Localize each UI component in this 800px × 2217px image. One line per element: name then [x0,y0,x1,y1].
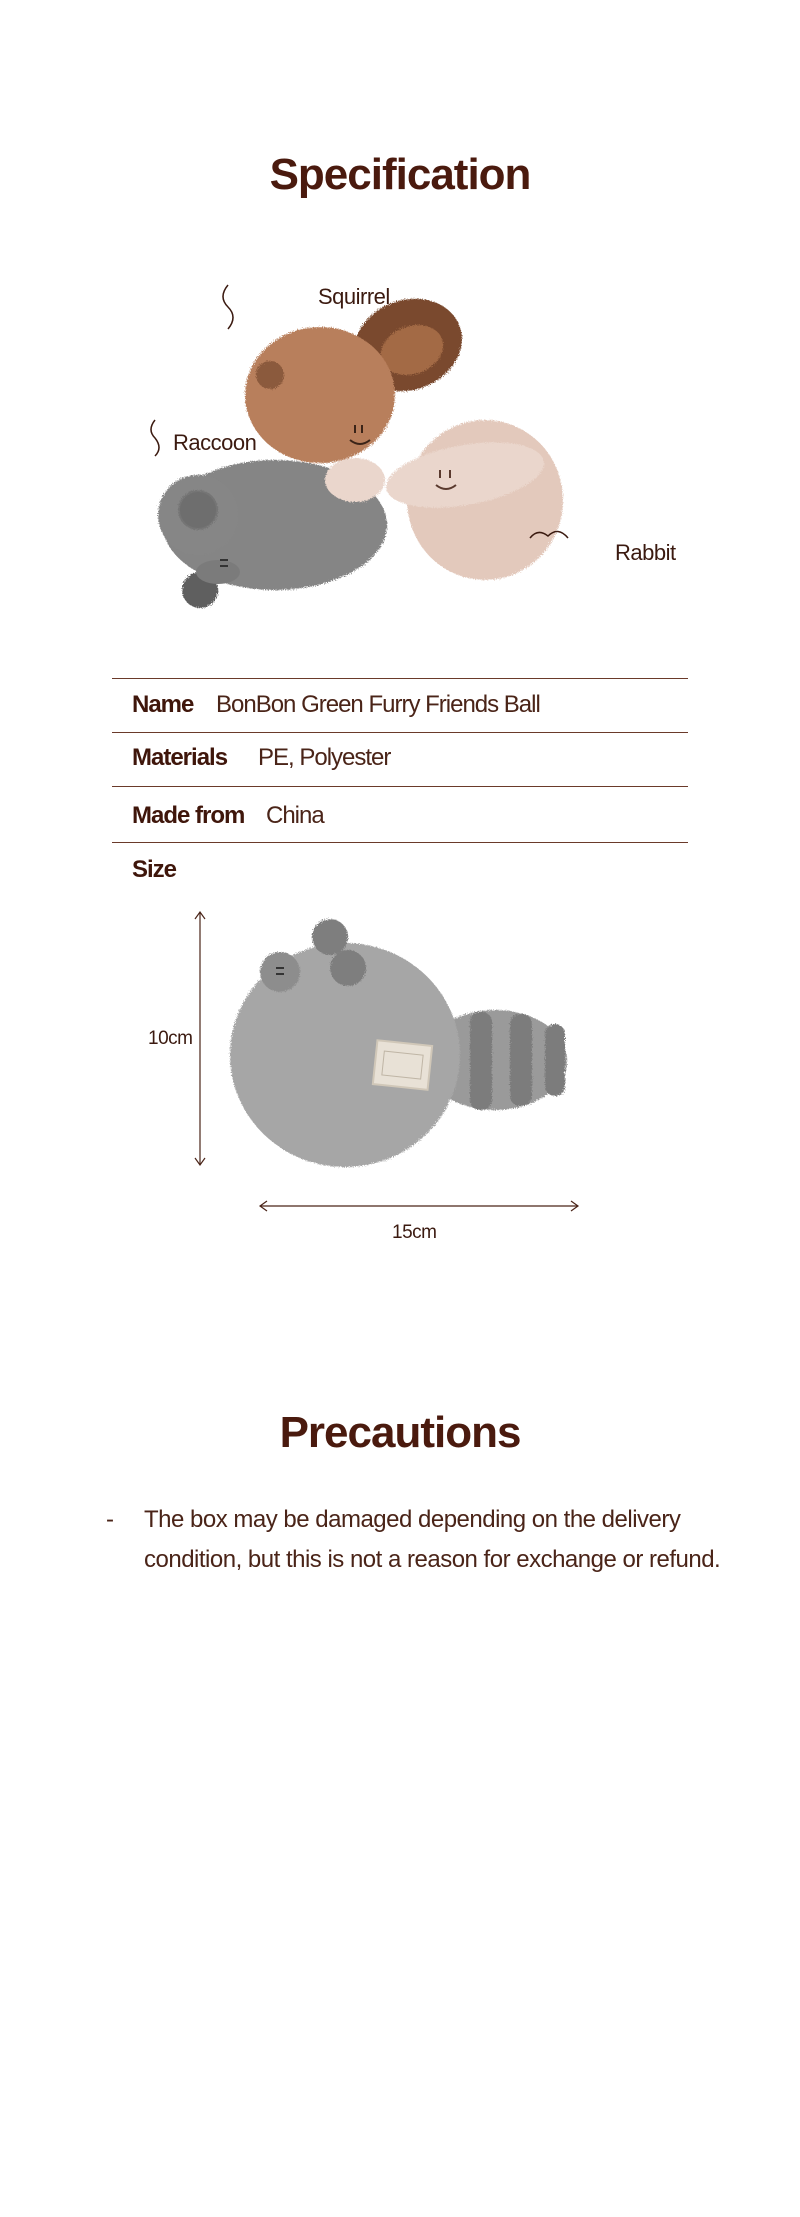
table-divider [112,678,688,679]
table-divider [112,786,688,787]
raccoon-annotation: Raccoon [173,430,257,455]
name-value: BonBon Green Furry Friends Ball [216,691,540,718]
specification-title: Specification [269,150,531,199]
precautions-title: Precautions [279,1408,521,1457]
table-divider [112,842,688,843]
squirrel-annotation: Squirrel [318,284,390,309]
height-label: 10cm [148,1028,193,1049]
size-label: Size [132,856,177,883]
made-from-label: Made from [132,802,245,829]
precaution-bullet: - [106,1506,114,1533]
precaution-line-2: condition, but this is not a reason for exchange or refund. [144,1546,721,1573]
width-label: 15cm [392,1222,437,1243]
materials-value: PE, Polyester [258,744,391,771]
raccoon-size-image [180,900,600,1260]
width-dimension-arrow [260,1201,578,1211]
height-dimension-arrow [195,912,205,1165]
made-from-value: China [266,802,324,829]
precaution-line-1: The box may be damaged depending on the delivery [144,1506,681,1533]
name-label: Name [132,691,194,718]
table-divider [112,732,688,733]
rabbit-annotation: Rabbit [615,540,676,565]
materials-label: Materials [132,744,228,771]
